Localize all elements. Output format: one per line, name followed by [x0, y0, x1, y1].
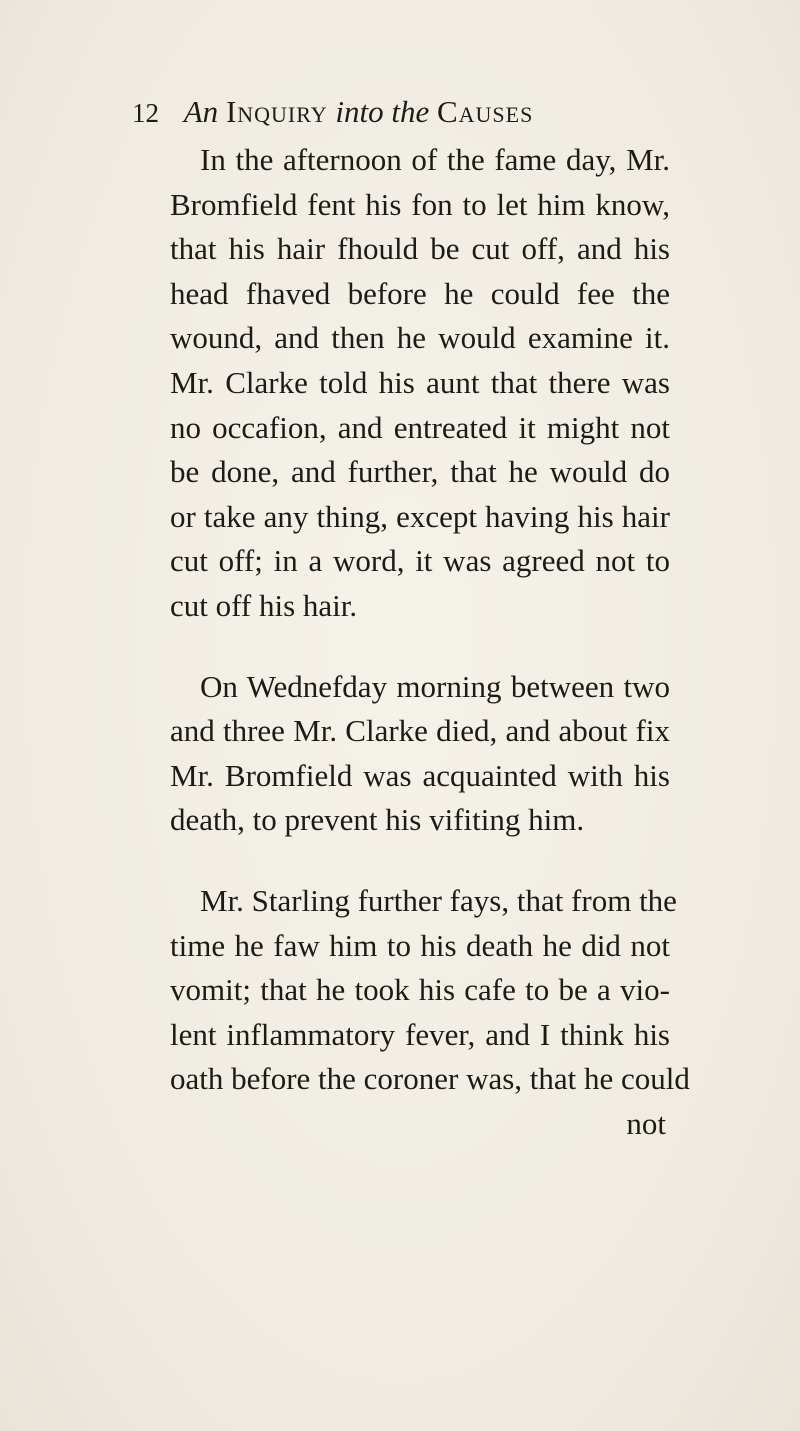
text-line: and three Mr. Clarke died, and about fix — [170, 713, 670, 749]
text-line: be done, and further, that he would do — [170, 454, 670, 490]
text-line: head fhaved before he could fee the — [170, 275, 670, 311]
text-line: Mr. Clarke told his aunt that there was — [170, 364, 670, 400]
text-line: lent inflammatory fever, and I think his — [170, 1016, 670, 1052]
text-line: On Wednefday morning between two — [200, 668, 670, 704]
text-line: no occafion, and entreated it might not — [170, 409, 670, 445]
header-title-part-3: into the — [335, 94, 430, 129]
text-line: death, to prevent his vifiting him. — [170, 802, 585, 838]
text-line: In the afternoon of the fame day, Mr. — [200, 142, 670, 177]
paragraph-gap — [170, 843, 670, 879]
text-line: Bromfield fent his fon to let him know, — [170, 186, 670, 222]
page-number: 12 — [132, 98, 159, 128]
text-line: Mr. Starling further fays, that from the — [200, 882, 677, 918]
text-line: time he faw him to his death he did not — [170, 927, 670, 963]
text-line: oath before the coroner was, that he could — [170, 1061, 690, 1097]
header-title-part-1: An — [183, 94, 219, 129]
running-header — [132, 92, 692, 133]
text-line: that his hair fhould be cut off, and his — [170, 231, 670, 267]
text-line: wound, and then he would examine it. — [170, 320, 670, 356]
paragraph-gap — [170, 629, 670, 665]
text-line: vomit; that he took his cafe to be a vio- — [170, 972, 670, 1008]
text-line: cut off; in a word, it was agreed not to — [170, 543, 670, 579]
body-text — [170, 138, 690, 1146]
catchword: not — [626, 1105, 666, 1141]
header-title-part-4: Causes — [436, 94, 534, 129]
text-line: cut off his hair. — [170, 587, 358, 623]
header-title-part-2: Inquiry — [225, 94, 328, 129]
text-line: or take any thing, except having his hair — [170, 498, 670, 534]
text-line: Mr. Bromfield was acquainted with his — [170, 757, 670, 793]
